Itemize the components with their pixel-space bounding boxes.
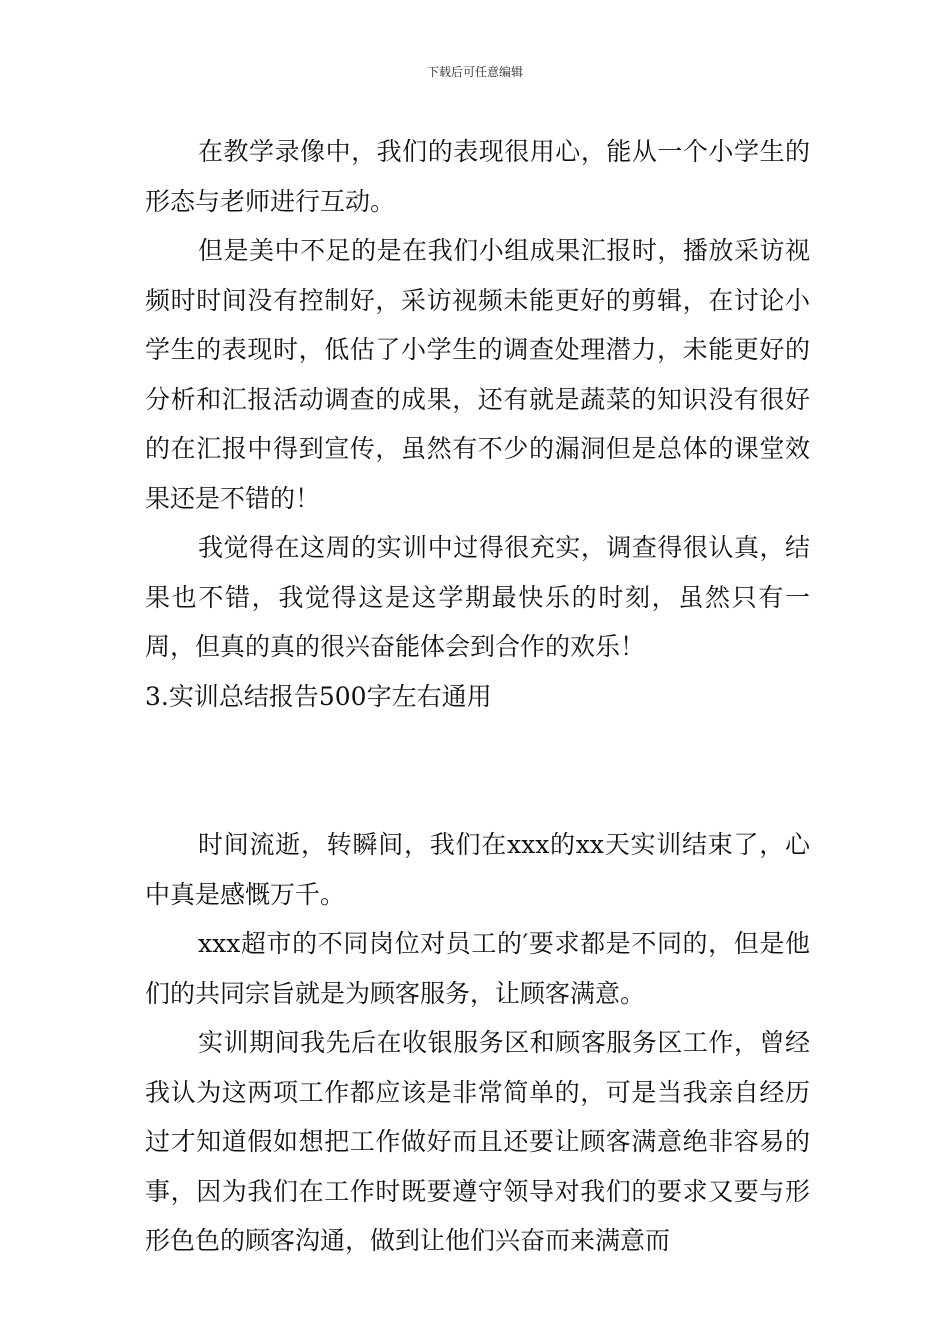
paragraph-teaching-video: 在教学录像中，我们的表现很用心，能从一个小学生的形态与老师进行互动。 [145,137,810,216]
paragraph-shortcomings: 但是美中不足的是在我们小组成果汇报时，播放采访视频时时间没有控制好，采访视频未能更好的剪辑，在讨论小学生的表现时，低估了小学生的调查处理潜力，未能更好的分析和汇报活动调查的成果，还有就是蔬菜的知识没有很好的在汇报中得到宣传，虽然有不少的漏洞但是总体的课堂效果还是不错的！ [145,236,810,513]
section-spacer [145,721,810,820]
page-header-note: 下载后可任意编辑 [426,65,523,79]
paragraph-reflection: 我觉得在这周的实训中过得很充实，调查得很认真，结果也不错，我觉得这是这学期最快乐的时刻，虽然只有一周，但真的真的很兴奋能体会到合作的欢乐！ [145,533,810,661]
section-heading: 3.实训总结报告500字左右通用 [145,681,492,711]
paragraph-supermarket-roles: xxx超市的不同岗位对员工的′要求都是不同的，但是他们的共同宗旨就是为顾客服务，让顾客满意。 [145,929,810,1008]
document-body [145,127,810,1266]
paragraph-training-ended: 时间流逝，转瞬间，我们在xxx的xx天实训结束了，心中真是感慨万千。 [145,830,810,909]
paragraph-work-experience: 实训期间我先后在收银服务区和顾客服务区工作，曾经我认为这两项工作都应该是非常简单的，可是当我亲自经历过才知道假如想把工作做好而且还要让顾客满意绝非容易的事，因为我们在工作时既要遵守领导对我们的要求又要与形形色色的顾客沟通，做到让他们兴奋而来满意而 [145,1028,810,1255]
